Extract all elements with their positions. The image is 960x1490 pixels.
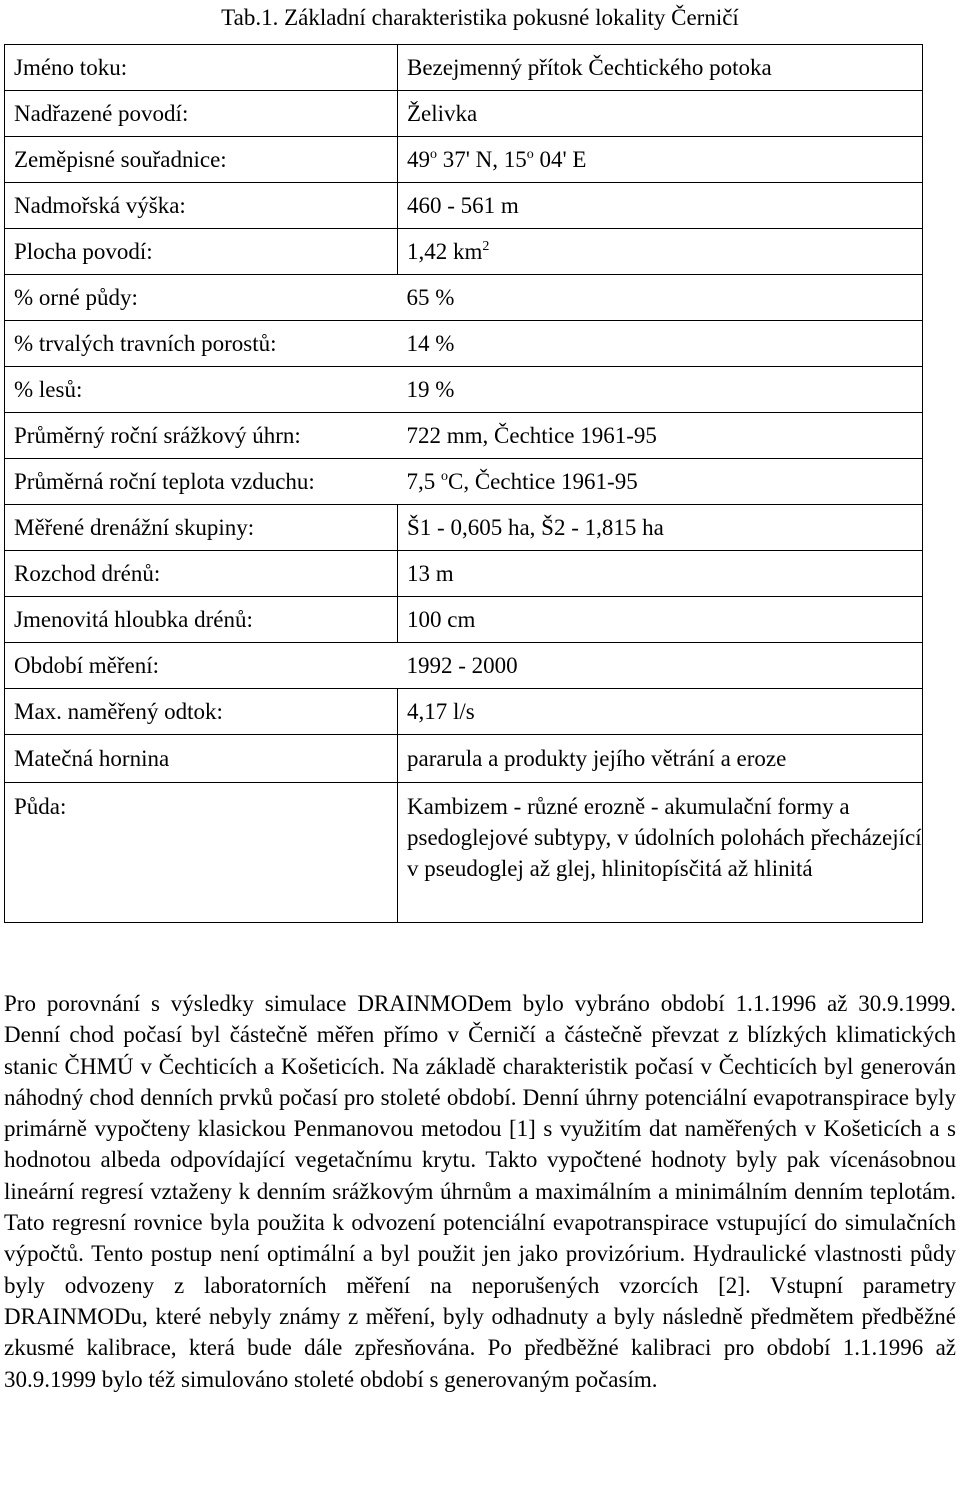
row-label: Nadřazené povodí: xyxy=(5,91,398,137)
row-value: Kambizem - různé erozně - akumulační formy a psedoglejové subtypy, v údolních polohách přecházející v pseudoglej až glej, hlinitopísčitá až hlinitá xyxy=(398,783,923,923)
table-caption: Tab.1. Základní charakteristika pokusné lokality Černičí xyxy=(221,5,739,30)
table-row xyxy=(5,551,923,597)
value-text: 1,42 km xyxy=(407,238,483,264)
row-label: Období měření: xyxy=(5,643,398,689)
row-label: Matečná hornina xyxy=(5,735,398,783)
row-label: % trvalých travních porostů: xyxy=(5,321,398,367)
row-value xyxy=(398,229,923,275)
row-label: % orné půdy: xyxy=(5,275,398,321)
row-value: 100 cm xyxy=(398,597,923,643)
row-value xyxy=(398,137,923,183)
table-row xyxy=(5,183,923,229)
row-label: Půda: xyxy=(5,783,398,923)
row-value: 722 mm, Čechtice 1961-95 xyxy=(398,413,923,459)
table-row xyxy=(5,45,923,91)
degree-superscript: o xyxy=(526,146,534,162)
row-label: Plocha povodí: xyxy=(5,229,398,275)
row-label: Průměrný roční srážkový úhrn: xyxy=(5,413,398,459)
row-value: 4,17 l/s xyxy=(398,689,923,735)
row-value: 460 - 561 m xyxy=(398,183,923,229)
table-row xyxy=(5,597,923,643)
table-row xyxy=(5,783,923,923)
value-text: 37' N, 15 xyxy=(437,146,527,172)
table-row xyxy=(5,413,923,459)
squared-superscript: 2 xyxy=(482,238,490,254)
row-label: Jméno toku: xyxy=(5,45,398,91)
value-text: 04' E xyxy=(533,146,587,172)
table-row xyxy=(5,137,923,183)
row-value: Bezejmenný přítok Čechtického potoka xyxy=(398,45,923,91)
table-row xyxy=(5,689,923,735)
row-label: Nadmořská výška: xyxy=(5,183,398,229)
locality-characteristics-table xyxy=(4,44,923,923)
table-row xyxy=(5,505,923,551)
row-label: % lesů: xyxy=(5,367,398,413)
row-value: 65 % xyxy=(398,275,923,321)
body-paragraph: Pro porovnání s výsledky simulace DRAINMODem bylo vybráno období 1.1.1996 až 30.9.1999. Denní chod počasí byl částečně měřen přímo v Černičí a částečně převzat z blízkých klimatických stanic ČHMÚ v Čechticích a Košeticích. Na základě charakteristik počasí v Čechticích byl generován náhodný chod denních prvků počasí pro stoleté období. Denní úhrny potenciální evapotranspirace byly primárně vypočteny klasickou Penmanovou metodou [1] s využitím dat naměřených v Košeticích a s hodnotou albeda odpovídající vegetačnímu krytu. Takto vypočtené hodnoty byly pak vícenásobnou lineární regresí vztaženy k denním srážkovým úhrnům a maximálním a minimálním denním teplotám. Tato regresní rovnice byla použita k odvození potenciální evapotranspirace vstupující do simulačních výpočtů. Tento postup není optimální a byl použit jen jako provizórium. Hydraulické vlastnosti půdy byly odvozeny z laboratorních měření na neporušených vzorcích [2]. Vstupní parametry DRAINMODu, které nebyly známy z měření, byly odhadnuty a byly následně předmětem předběžné zkusmé kalibrace, která bude dále zpřesňována. Po předběžné kalibraci pro období 1.1.1996 až 30.9.1999 bylo též simulováno stoleté období s generovaným počasím. xyxy=(4,991,956,1392)
row-value: pararula a produkty jejího větrání a eroze xyxy=(398,735,923,783)
row-label: Jmenovitá hloubka drénů: xyxy=(5,597,398,643)
value-text: 7,5 xyxy=(406,468,441,494)
degree-superscript: o xyxy=(430,146,437,162)
row-label: Max. naměřený odtok: xyxy=(5,689,398,735)
row-value: Želivka xyxy=(398,91,923,137)
row-value: 1992 - 2000 xyxy=(398,643,923,689)
row-value: 14 % xyxy=(398,321,923,367)
value-text: 49 xyxy=(407,146,430,172)
row-label: Měřené drenážní skupiny: xyxy=(5,505,398,551)
table-row xyxy=(5,367,923,413)
row-label: Rozchod drénů: xyxy=(5,551,398,597)
table-row xyxy=(5,459,923,505)
row-value: 19 % xyxy=(398,367,923,413)
row-value: Š1 - 0,605 ha, Š2 - 1,815 ha xyxy=(398,505,923,551)
table-row xyxy=(5,321,923,367)
degree-superscript: o xyxy=(441,468,448,484)
table-row xyxy=(5,229,923,275)
table-row xyxy=(5,735,923,783)
row-label: Zeměpisné souřadnice: xyxy=(5,137,398,183)
row-value xyxy=(398,459,923,505)
table-row xyxy=(5,275,923,321)
table-row xyxy=(5,643,923,689)
row-value: 13 m xyxy=(398,551,923,597)
table-row xyxy=(5,91,923,137)
value-text: C, Čechtice 1961-95 xyxy=(448,468,638,494)
row-label: Průměrná roční teplota vzduchu: xyxy=(5,459,398,505)
